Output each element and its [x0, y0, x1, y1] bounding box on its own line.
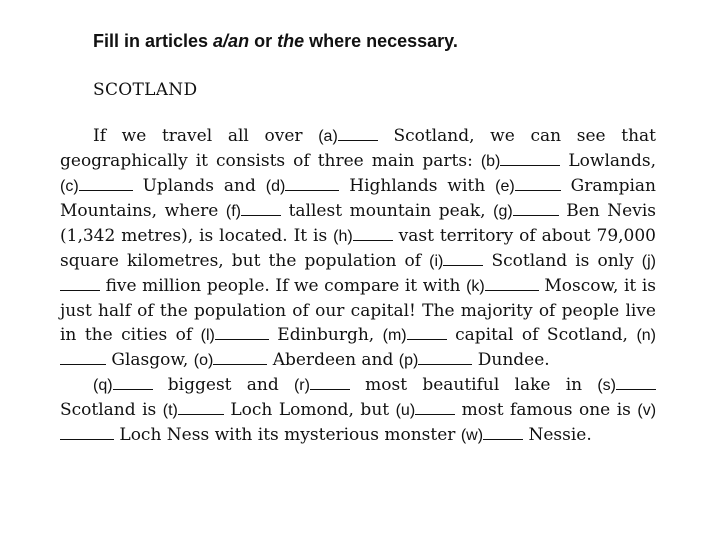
text-run: Scotland is only [483, 251, 642, 271]
gap-label-a: (a) [318, 128, 338, 145]
blank-c[interactable] [79, 176, 133, 191]
text-run: Aberdeen and [267, 350, 399, 370]
blank-g[interactable] [513, 201, 559, 216]
text-run: Edinburgh, [268, 325, 383, 345]
blank-m[interactable] [407, 325, 447, 340]
instruction-line [93, 31, 458, 52]
blank-o[interactable] [213, 350, 267, 365]
text-run: Ben Nevis (1,342 metres), is located. It is [60, 201, 656, 246]
text-run: tallest mountain peak, [281, 201, 494, 221]
instruction-text: where necessary. [304, 31, 458, 51]
text-run: most beautiful lake in [349, 375, 598, 395]
blank-n[interactable] [60, 350, 106, 365]
gap-label-c: (c) [60, 178, 79, 195]
instruction-text: Fill in articles [93, 31, 214, 51]
blank-v[interactable] [60, 425, 114, 440]
gap-label-t: (t) [162, 402, 178, 419]
gap-label-m: (m) [382, 327, 407, 344]
gap-label-k: (k) [466, 278, 485, 295]
blank-t[interactable] [178, 400, 224, 415]
blank-a[interactable] [338, 126, 378, 141]
gap-label-l: (l) [200, 327, 215, 344]
text-run: Highlands with [339, 176, 496, 196]
blank-q[interactable] [113, 375, 153, 390]
blank-u[interactable] [415, 400, 455, 415]
text-run: Loch Ness with its mysterious monster [114, 425, 461, 445]
gap-label-f: (f) [225, 203, 242, 220]
text-run: Glasgow, [106, 350, 194, 370]
text-run: Scotland, we can see that geographically it consists of three main parts: [60, 126, 656, 171]
gap-label-o: (o) [193, 352, 214, 369]
instruction-text: or [249, 31, 278, 51]
gap-label-g: (g) [493, 203, 513, 220]
text-run: Grampian Mountains, where [60, 176, 656, 221]
text-run: Uplands and [132, 176, 266, 196]
exercise-text [60, 124, 656, 448]
blank-s[interactable] [616, 375, 656, 390]
blank-b[interactable] [500, 151, 560, 166]
gap-label-u: (u) [395, 402, 416, 419]
gap-label-s: (s) [597, 377, 616, 394]
text-run: Lowlands, [560, 151, 656, 171]
page-title: SCOTLAND [93, 80, 198, 100]
blank-w[interactable] [483, 425, 523, 440]
text-run: vast territory of about 79,000 square kilometres, but the population of [60, 226, 656, 271]
blank-e[interactable] [515, 176, 561, 191]
text-run: most famous one is [455, 400, 638, 420]
text-run: Dundee. [472, 350, 550, 370]
blank-d[interactable] [285, 176, 339, 191]
blank-h[interactable] [353, 226, 393, 241]
gap-label-n: (n) [636, 327, 656, 344]
text-run: Moscow, it is just half of the population of our capital! The majority of people live in the cities of [60, 276, 656, 345]
paragraph-2 [60, 373, 656, 448]
text-run: Loch Lomond, but [223, 400, 396, 420]
gap-label-p: (p) [398, 352, 419, 369]
gap-label-h: (h) [333, 228, 353, 245]
paragraph-1 [60, 124, 656, 373]
gap-label-v: (v) [637, 402, 657, 419]
gap-label-d: (d) [265, 178, 286, 195]
text-run: five million people. If we compare it with [100, 276, 467, 296]
instruction-italic-the: the [277, 31, 305, 51]
gap-label-i: (i) [429, 253, 444, 270]
blank-k[interactable] [485, 276, 539, 291]
blank-j[interactable] [60, 276, 100, 291]
gap-label-e: (e) [495, 178, 515, 195]
text-run: biggest and [152, 375, 294, 395]
instruction-italic-a-an: a/an [213, 31, 250, 51]
blank-p[interactable] [418, 350, 472, 365]
text-run: Scotland is [60, 400, 163, 420]
gap-label-w: (w) [460, 427, 484, 444]
blank-r[interactable] [310, 375, 350, 390]
text-run: capital of Scotland, [446, 325, 637, 345]
gap-label-q: (q) [93, 377, 113, 394]
gap-label-b: (b) [480, 153, 501, 170]
gap-label-r: (r) [293, 377, 310, 394]
text-run: Nessie. [523, 425, 592, 445]
blank-l[interactable] [215, 325, 269, 340]
blank-i[interactable] [443, 251, 483, 266]
blank-f[interactable] [241, 201, 281, 216]
gap-label-j: (j) [641, 253, 656, 270]
text-run: If we travel all over [93, 126, 319, 146]
